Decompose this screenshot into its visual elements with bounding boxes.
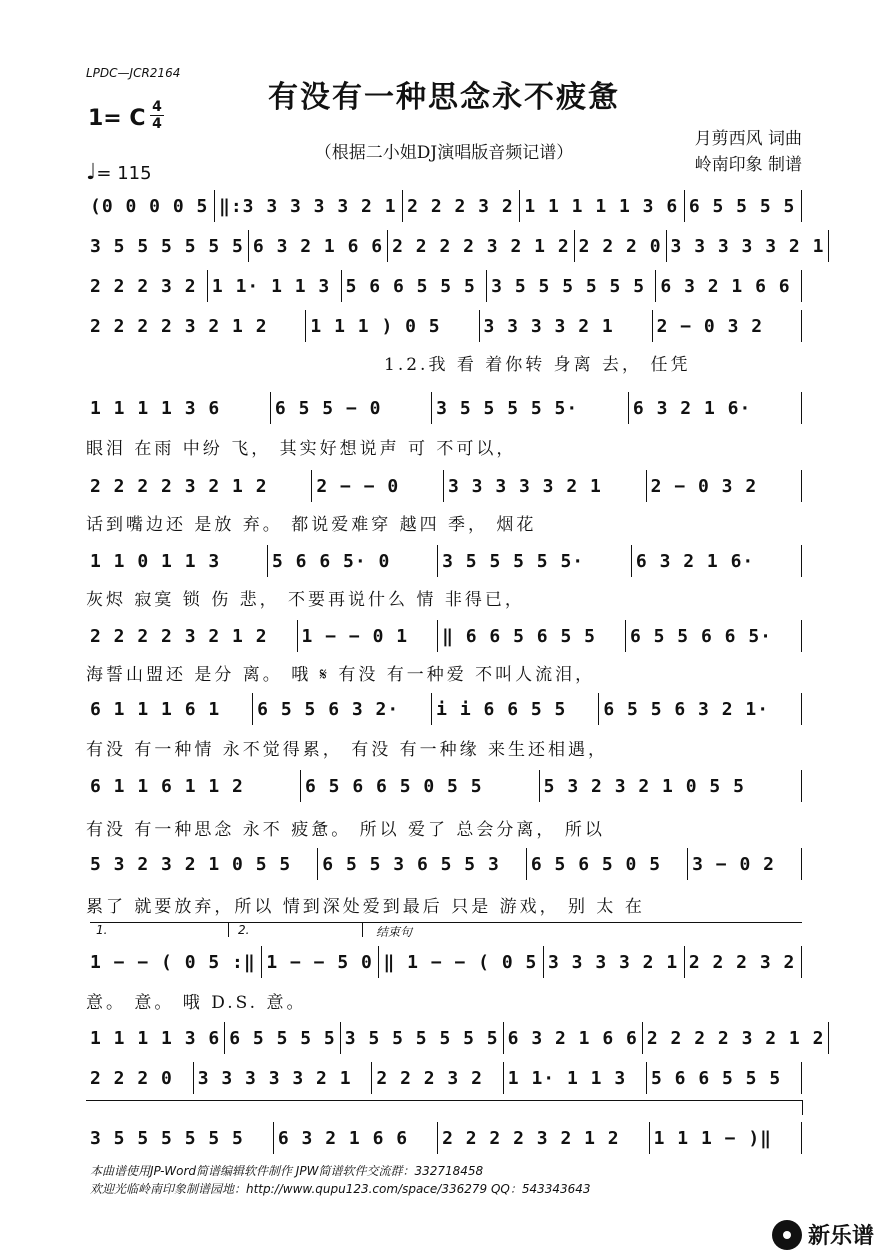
time-signature — [150, 100, 164, 131]
quarter-note-icon: ♩ — [86, 160, 97, 185]
measure: 3 3 3 3 3 2 1 — [197, 1067, 352, 1089]
measure: 1 1· 1 1 3 — [211, 275, 331, 297]
measure: 6 3 2 1 6 6 — [277, 1127, 409, 1149]
lyric-line: 有没 有一种情 永不觉得累， 有没 有一种缘 来生还相遇， — [86, 740, 609, 760]
measure: 2 − − 0 — [316, 475, 400, 497]
measure: 6 3 2 1 6 6 — [507, 1027, 638, 1049]
notation-row — [86, 190, 802, 222]
volta-second: 2. — [238, 923, 250, 937]
lyric-line: 有没 有一种思念 永不 疲惫。 所以 爱了 总会分离， 所以 — [86, 820, 605, 840]
notation-row — [86, 270, 802, 302]
measure: (0 0 0 0 5 — [90, 195, 209, 217]
measure: 5 6 6 5· 0 — [271, 550, 391, 572]
barline — [801, 848, 802, 880]
measure: 1 − − ( 0 5 :‖ — [90, 951, 256, 973]
measure: 2 2 2 3 2 — [376, 1067, 483, 1089]
measure: 6 5 5 5 5 — [229, 1027, 336, 1049]
notation-row — [86, 693, 802, 725]
notation-row — [86, 1062, 802, 1094]
measure: 6 5 5 6 3 2 1· — [603, 698, 770, 720]
barline — [801, 1122, 802, 1154]
measure: 1 1 1 ) 0 5 — [310, 315, 441, 337]
measure: 2 2 2 2 3 2 1 2 — [392, 235, 570, 257]
volta-brackets — [90, 922, 802, 939]
credit-lyrics: 月剪西风 词曲 — [694, 129, 802, 149]
measure: 3 5 5 5 5 5 5 — [90, 235, 244, 257]
measure: 6 3 2 1 6 6 — [252, 235, 384, 257]
measure: 1 1 1 1 3 6 — [90, 1027, 221, 1049]
measure: 2 2 2 3 2 — [90, 275, 197, 297]
time-sig-top: 4 — [152, 99, 162, 115]
measure: 1 − − 0 1 — [301, 625, 409, 647]
measure: 2 2 2 2 3 2 1 2 — [90, 475, 268, 497]
lyric-line: 意。 意。 哦 D.S. 意。 — [86, 993, 307, 1013]
barline — [801, 470, 802, 502]
measure: 2 2 2 3 2 — [407, 195, 514, 217]
key-signature: 1= C — [88, 106, 146, 131]
measure: 6 5 6 5 0 5 — [530, 853, 662, 875]
notation-row — [86, 392, 802, 424]
tempo-marking — [86, 160, 152, 185]
measure: ‖ 6 6 5 6 5 5 — [442, 625, 596, 647]
measure: 1 1 0 1 1 3 — [90, 550, 221, 572]
footer-line-1: 本曲谱使用JP-Word简谱编辑软件制作 JPW简谱软件交流群：332718458 — [90, 1164, 484, 1178]
measure: 5 6 6 5 5 5 — [345, 275, 476, 297]
notation-row — [86, 230, 825, 262]
barline — [801, 946, 802, 978]
barline — [801, 392, 802, 424]
song-title: 有没有一种思念永不疲惫 — [268, 80, 620, 115]
record-disc-icon — [772, 1220, 802, 1250]
credit-score: 岭南印象 制谱 — [694, 155, 802, 175]
score-code: LPDC—JCR2164 — [86, 66, 181, 80]
notation-row — [86, 946, 802, 978]
barline — [801, 545, 802, 577]
measure: 1 1 1 − )‖ — [653, 1127, 772, 1149]
measure: 6 1 1 1 6 1 — [90, 698, 221, 720]
barline — [801, 310, 802, 342]
measure: 1 1· 1 1 3 — [507, 1067, 627, 1089]
barline — [828, 230, 829, 262]
lyric-line: 1.2.我 看 着你转 身离 去， 任凭 — [384, 355, 691, 375]
volta-ending: 结束句 — [376, 925, 413, 939]
measure: 3 5 5 5 5 5· — [436, 397, 579, 419]
barline — [801, 620, 802, 652]
measure: 3 3 3 3 3 2 1 — [447, 475, 602, 497]
barline — [828, 1022, 829, 1054]
measure: 6 5 5 3 6 5 5 3 — [322, 853, 500, 875]
measure: 2 − 0 3 2 — [656, 315, 764, 337]
barline — [801, 1062, 802, 1094]
measure: 6 3 2 1 6 6 — [660, 275, 791, 297]
measure: ‖:3 3 3 3 3 2 1 — [218, 195, 397, 217]
measure: ‖ 1 − − ( 0 5 — [383, 951, 538, 973]
barline — [801, 770, 802, 802]
measure: 2 2 2 2 3 2 1 2 — [90, 315, 268, 337]
measure: 6 3 2 1 6· — [635, 550, 755, 572]
repeat-bracket-line — [86, 1100, 803, 1115]
logo-text: 新乐谱 — [807, 1224, 874, 1249]
measure: 6 3 2 1 6· — [632, 397, 752, 419]
volta-first: 1. — [96, 923, 108, 937]
measure: 3 3 3 3 2 1 — [483, 315, 614, 337]
measure: 1 − − 5 0 — [266, 951, 373, 973]
notation-row — [86, 1122, 802, 1154]
lyric-line: 灰烬 寂寞 锁 伤 悲， 不要再说什么 情 非得已， — [86, 590, 525, 610]
measure: 2 2 2 0 — [578, 235, 662, 257]
measure: 3 5 5 5 5 5 5 — [344, 1027, 499, 1049]
measure: 5 3 2 3 2 1 0 5 5 — [543, 775, 745, 797]
notation-row — [86, 310, 802, 342]
measure: 5 6 6 5 5 5 — [650, 1067, 782, 1089]
measure: 1 1 1 1 1 3 6 — [524, 195, 679, 217]
lyric-line: 累了 就要放弃，所以 情到深处爱到最后 只是 游戏， 别 太 在 — [86, 897, 645, 917]
measure: i i 6 6 5 5 — [436, 698, 567, 720]
notation-row — [86, 470, 802, 502]
notation-row — [86, 848, 802, 880]
barline — [801, 270, 802, 302]
measure: 3 − 0 2 — [692, 853, 775, 875]
measure: 1 1 1 1 3 6 — [90, 397, 221, 419]
measure: 6 5 5 − 0 — [274, 397, 382, 419]
measure: 3 3 3 3 2 1 — [547, 951, 679, 973]
measure: 6 5 5 6 3 2· — [257, 698, 400, 720]
measure: 6 5 6 6 5 0 5 5 — [305, 775, 483, 797]
measure: 3 5 5 5 5 5 5 — [491, 275, 646, 297]
measure: 2 2 2 2 3 2 1 2 — [442, 1127, 620, 1149]
measure: 5 3 2 3 2 1 0 5 5 — [90, 853, 292, 875]
measure: 6 5 5 6 6 5· — [629, 625, 772, 647]
barline — [801, 693, 802, 725]
source-note: （根据二小姐DJ演唱版音频记谱） — [314, 143, 574, 163]
measure: 2 2 2 0 — [90, 1067, 173, 1089]
lyric-line: 海誓山盟还 是分 离。 哦 𝄋 有没 有一种爱 不叫人流泪， — [86, 665, 596, 685]
lyric-line: 眼泪 在雨 中纷 飞， 其实好想说声 可 不可以， — [86, 439, 517, 459]
barline — [801, 190, 802, 222]
notation-row — [86, 620, 802, 652]
measure: 3 3 3 3 3 2 1 — [670, 235, 825, 257]
measure: 2 2 2 2 3 2 1 2 — [646, 1027, 825, 1049]
measure: 6 5 5 5 5 — [688, 195, 796, 217]
notation-row — [86, 770, 802, 802]
lyric-line: 话到嘴边还 是放 弃。 都说爱难穿 越四 季， 烟花 — [86, 515, 537, 535]
site-logo — [772, 1219, 874, 1250]
footer-line-2: 欢迎光临岭南印象制谱园地：http://www.qupu123.com/space/336279 QQ：543343643 — [90, 1182, 591, 1196]
notation-row — [86, 545, 802, 577]
measure: 6 1 1 6 1 1 2 — [90, 775, 244, 797]
measure: 2 − 0 3 2 — [650, 475, 758, 497]
measure: 2 2 2 2 3 2 1 2 — [90, 625, 268, 647]
time-sig-bottom: 4 — [152, 116, 162, 132]
tempo-value: = 115 — [96, 163, 152, 184]
notation-row — [86, 1022, 825, 1054]
measure: 3 5 5 5 5 5 5 — [90, 1127, 244, 1149]
measure: 3 5 5 5 5 5· — [442, 550, 585, 572]
measure: 2 2 2 3 2 — [688, 951, 796, 973]
